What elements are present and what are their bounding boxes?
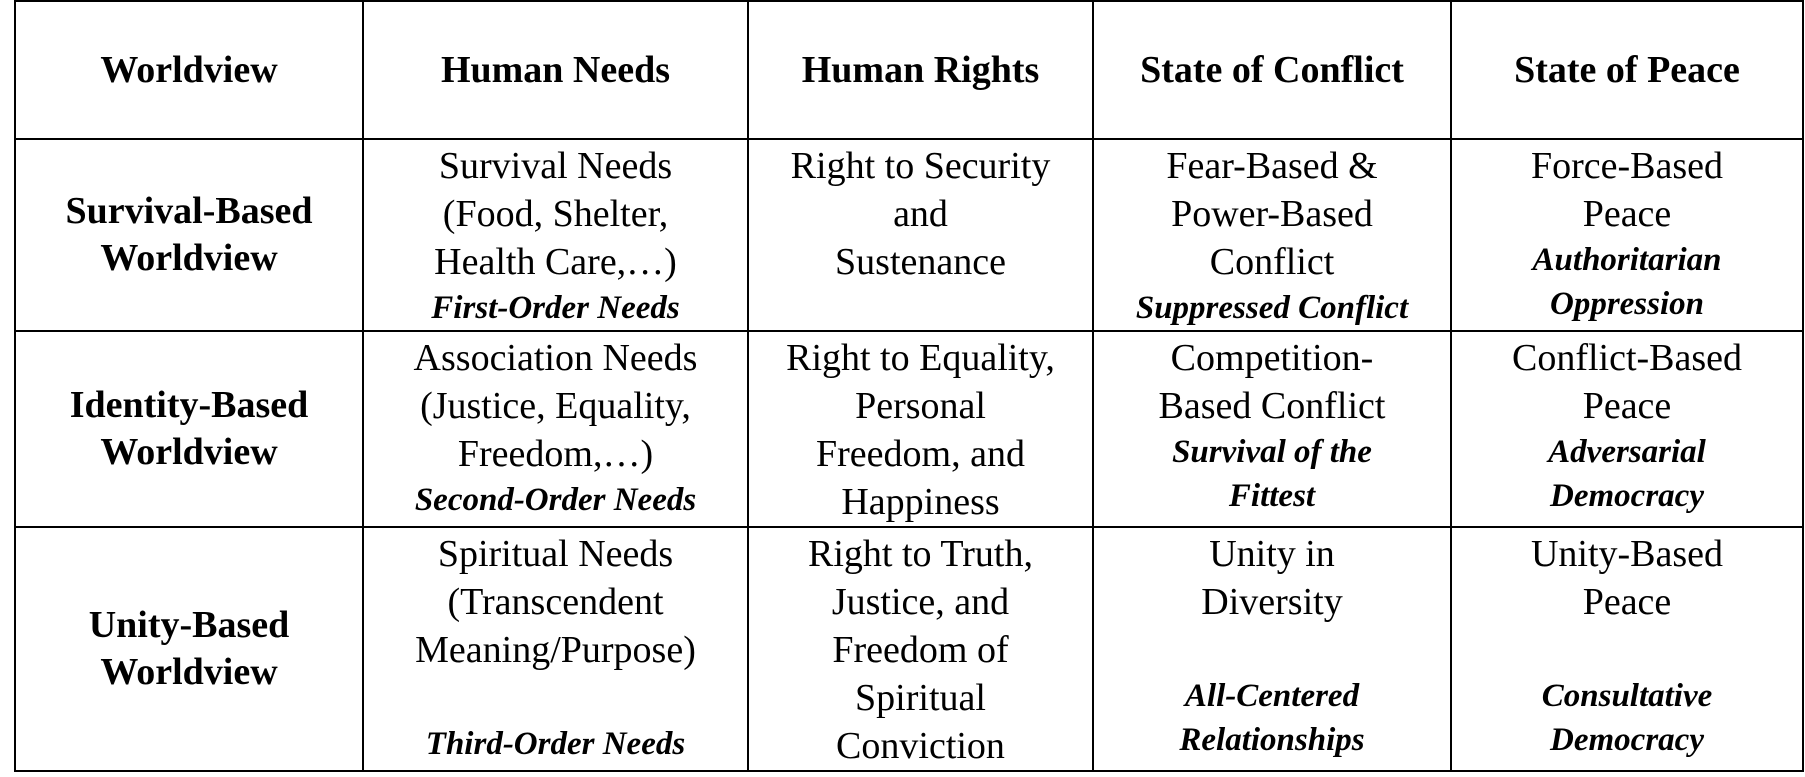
- worldview-label: Survival-Based: [65, 189, 313, 232]
- worldview-label: Worldview: [100, 651, 278, 693]
- rights-text: Conviction: [836, 725, 1005, 767]
- needs-order: Second-Order Needs: [414, 482, 697, 518]
- peace-text: Force-Based: [1530, 145, 1724, 187]
- peace-emphasis: Adversarial: [1548, 434, 1706, 470]
- worldview-cell: [15, 331, 363, 527]
- needs-text: Spiritual Needs: [437, 533, 674, 575]
- rights-cell: [748, 331, 1093, 527]
- peace-text: Conflict-Based: [1511, 337, 1743, 379]
- conflict-cell: [1093, 331, 1451, 527]
- peace-emphasis: Oppression: [1549, 286, 1705, 322]
- needs-text: (Food, Shelter,: [442, 193, 669, 235]
- worldview-cell: [15, 139, 363, 331]
- peace-cell: [1451, 331, 1803, 527]
- worldview-label: Identity-Based: [69, 383, 309, 426]
- conflict-emphasis: Suppressed Conflict: [1135, 290, 1409, 326]
- table-row-unity: [15, 527, 1803, 771]
- rights-text: Spiritual: [855, 677, 986, 719]
- spacer: [1458, 626, 1796, 674]
- needs-text: Meaning/Purpose): [415, 629, 696, 671]
- needs-text: (Justice, Equality,: [420, 385, 691, 427]
- rights-text: Personal: [855, 385, 986, 427]
- spacer: [370, 674, 741, 722]
- header-human-needs: Human Needs: [363, 1, 748, 139]
- worldview-label: Unity-Based: [88, 603, 290, 646]
- peace-emphasis: Authoritarian: [1532, 242, 1722, 278]
- rights-text: Freedom, and: [816, 433, 1025, 475]
- peace-text: Peace: [1582, 193, 1672, 235]
- needs-text: Association Needs: [413, 337, 698, 379]
- needs-text: (Transcendent: [447, 581, 664, 623]
- rights-text: Justice, and: [831, 581, 1010, 623]
- conflict-text: Fear-Based &: [1166, 145, 1378, 187]
- needs-order: First-Order Needs: [431, 290, 680, 326]
- rights-text: and: [893, 193, 948, 235]
- needs-cell: [363, 527, 748, 771]
- spacer: [1100, 626, 1444, 674]
- worldview-label: Worldview: [100, 237, 278, 279]
- needs-cell: [363, 331, 748, 527]
- rights-cell: [748, 139, 1093, 331]
- peace-text: Unity-Based: [1530, 533, 1724, 575]
- worldview-label: Worldview: [100, 431, 278, 473]
- worldview-cell: [15, 527, 363, 771]
- conflict-cell: [1093, 527, 1451, 771]
- table-row-survival: [15, 139, 1803, 331]
- conflict-text: Based Conflict: [1158, 385, 1386, 427]
- peace-emphasis: Consultative: [1541, 678, 1713, 714]
- peace-text: Peace: [1582, 581, 1672, 623]
- conflict-text: Competition-: [1170, 337, 1374, 379]
- needs-text: Survival Needs: [438, 145, 673, 187]
- rights-text: Freedom of: [832, 629, 1009, 671]
- header-state-of-peace: State of Peace: [1451, 1, 1803, 139]
- rights-cell: [748, 527, 1093, 771]
- header-worldview: Worldview: [15, 1, 363, 139]
- table-row-identity: [15, 331, 1803, 527]
- conflict-emphasis: All-Centered: [1184, 678, 1360, 714]
- peace-emphasis: Democracy: [1550, 478, 1704, 514]
- conflict-text: Unity in: [1209, 533, 1335, 575]
- header-row: [15, 1, 1803, 139]
- rights-text: Right to Security: [790, 145, 1051, 187]
- needs-text: Health Care,…): [434, 241, 677, 283]
- conflict-emphasis: Survival of the: [1172, 434, 1372, 470]
- worldview-table: [14, 0, 1804, 772]
- peace-cell: [1451, 139, 1803, 331]
- peace-cell: [1451, 527, 1803, 771]
- rights-text: Sustenance: [835, 241, 1006, 283]
- peace-text: Peace: [1582, 385, 1672, 427]
- needs-text: Freedom,…): [457, 433, 654, 475]
- needs-order: Third-Order Needs: [425, 726, 686, 762]
- header-human-rights: Human Rights: [748, 1, 1093, 139]
- conflict-text: Conflict: [1209, 241, 1335, 283]
- conflict-emphasis: Fittest: [1228, 478, 1316, 514]
- conflict-text: Diversity: [1201, 581, 1343, 623]
- header-state-of-conflict: State of Conflict: [1093, 1, 1451, 139]
- rights-text: Right to Equality,: [786, 337, 1055, 379]
- needs-cell: [363, 139, 748, 331]
- conflict-text: Power-Based: [1171, 193, 1373, 235]
- rights-text: Right to Truth,: [808, 533, 1033, 575]
- conflict-cell: [1093, 139, 1451, 331]
- rights-text: Happiness: [841, 481, 1000, 523]
- conflict-emphasis: Relationships: [1179, 722, 1365, 758]
- peace-emphasis: Democracy: [1550, 722, 1704, 758]
